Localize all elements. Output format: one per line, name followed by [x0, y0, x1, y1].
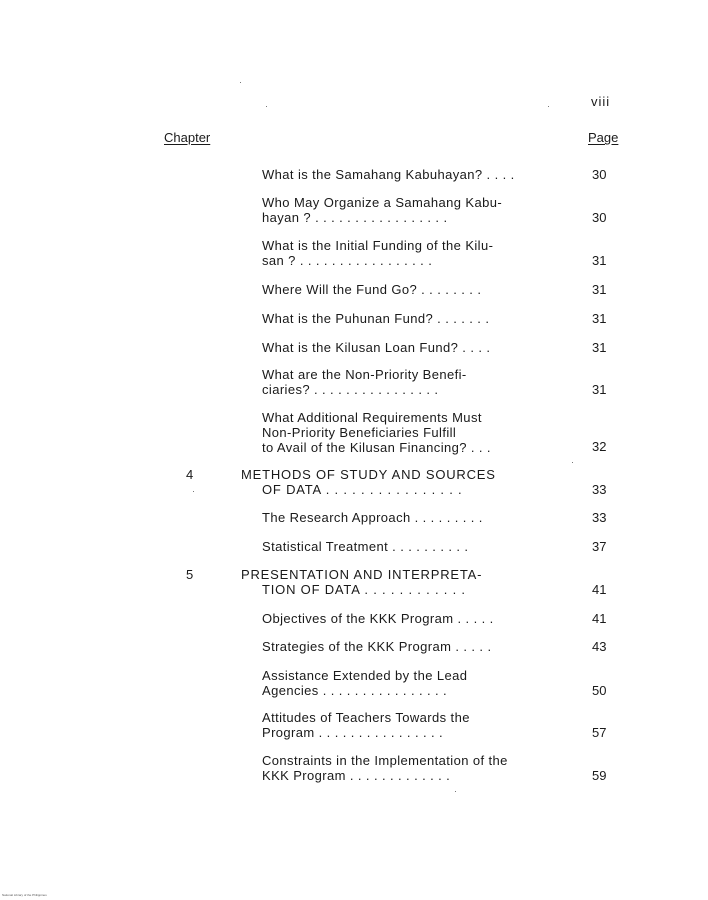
toc-entry-line: ciaries? . . . . . . . . . . . . . . . . [262, 382, 439, 397]
toc-entry-line: Strategies of the KKK Program . . . . . [262, 639, 492, 654]
scan-speck [240, 82, 241, 83]
toc-entry [262, 639, 562, 654]
page-column-header: Page [588, 130, 619, 145]
chapter-title-line: PRESENTATION AND INTERPRETA- [241, 567, 483, 582]
toc-entry-page: 31 [592, 282, 607, 297]
toc-entry-line: What is the Initial Funding of the Kilu- [262, 238, 494, 253]
toc-entry [262, 282, 562, 297]
toc-entry [262, 510, 562, 525]
toc-entry-line: What is the Kilusan Loan Fund? . . . . [262, 340, 491, 355]
toc-entry-page: 31 [592, 311, 607, 326]
chapter-column-header: Chapter [164, 130, 211, 145]
chapter-number: 4 [186, 467, 194, 482]
toc-entry-line: Agencies . . . . . . . . . . . . . . . . [262, 683, 448, 698]
toc-entry-line: What is the Puhunan Fund? . . . . . . . [262, 311, 490, 326]
toc-entry-line: Objectives of the KKK Program . . . . . [262, 611, 494, 626]
toc-entry-line: What Additional Requirements Must [262, 410, 482, 425]
toc-entry [262, 611, 562, 626]
toc-entry-line: san ? . . . . . . . . . . . . . . . . . [262, 253, 433, 268]
toc-entry-line: hayan ? . . . . . . . . . . . . . . . . . [262, 210, 448, 225]
toc-entry-line: What are the Non-Priority Benefi- [262, 367, 467, 382]
scan-speck [266, 106, 267, 107]
toc-entry-page: 31 [592, 382, 607, 397]
toc-entry-line: Attitudes of Teachers Towards the [262, 710, 470, 725]
library-watermark: National Library of the Philippines [2, 893, 47, 897]
toc-entry-page: 33 [592, 510, 607, 525]
scan-speck [455, 791, 456, 792]
toc-entry-line: Program . . . . . . . . . . . . . . . . [262, 725, 444, 740]
chapter-title-line: TION OF DATA . . . . . . . . . . . . [262, 582, 466, 597]
toc-entry-line: Statistical Treatment . . . . . . . . . . [262, 539, 469, 554]
toc-entry [262, 539, 562, 554]
page-number-roman: viii [591, 94, 611, 109]
toc-entry-page: 43 [592, 639, 607, 654]
chapter-title [241, 467, 561, 497]
toc-entry [262, 340, 562, 355]
scan-speck [548, 106, 549, 107]
toc-entry-page: 41 [592, 582, 607, 597]
toc-entry-page: 37 [592, 539, 607, 554]
toc-entry-page: 50 [592, 683, 607, 698]
toc-entry-line: to Avail of the Kilusan Financing? . . . [262, 440, 491, 455]
toc-entry-page: 41 [592, 611, 607, 626]
toc-entry-page: 32 [592, 439, 607, 454]
toc-entry-line: Where Will the Fund Go? . . . . . . . . [262, 282, 482, 297]
chapter-title-line: OF DATA . . . . . . . . . . . . . . . . [262, 482, 463, 497]
toc-entry-page: 57 [592, 725, 607, 740]
chapter-title [241, 567, 561, 597]
toc-entry-line: Constraints in the Implementation of the [262, 753, 508, 768]
toc-entry [262, 710, 562, 740]
toc-entry [262, 668, 562, 698]
scan-speck [572, 462, 573, 463]
toc-entry [262, 367, 562, 397]
toc-entry-page: 31 [592, 253, 607, 268]
toc-entry-page: 30 [592, 167, 607, 182]
chapter-number: 5 [186, 567, 194, 582]
chapter-title-line: METHODS OF STUDY AND SOURCES [241, 467, 496, 482]
toc-entry-page: 59 [592, 768, 607, 783]
scan-speck [193, 491, 194, 492]
toc-entry-page: 30 [592, 210, 607, 225]
toc-entry-line: Non-Priority Beneficiaries Fulfill [262, 425, 457, 440]
toc-entry-line: Assistance Extended by the Lead [262, 668, 468, 683]
toc-entry-line: What is the Samahang Kabuhayan? . . . . [262, 167, 515, 182]
toc-entry [262, 410, 562, 455]
toc-entry-line: The Research Approach . . . . . . . . . [262, 510, 483, 525]
toc-entry [262, 167, 562, 182]
toc-entry-line: KKK Program . . . . . . . . . . . . . [262, 768, 451, 783]
toc-entry [262, 311, 562, 326]
toc-entry [262, 238, 562, 268]
toc-entry-page: 31 [592, 340, 607, 355]
toc-entry [262, 195, 562, 225]
toc-entry [262, 753, 562, 783]
toc-entry-page: 33 [592, 482, 607, 497]
toc-entry-line: Who May Organize a Samahang Kabu- [262, 195, 503, 210]
